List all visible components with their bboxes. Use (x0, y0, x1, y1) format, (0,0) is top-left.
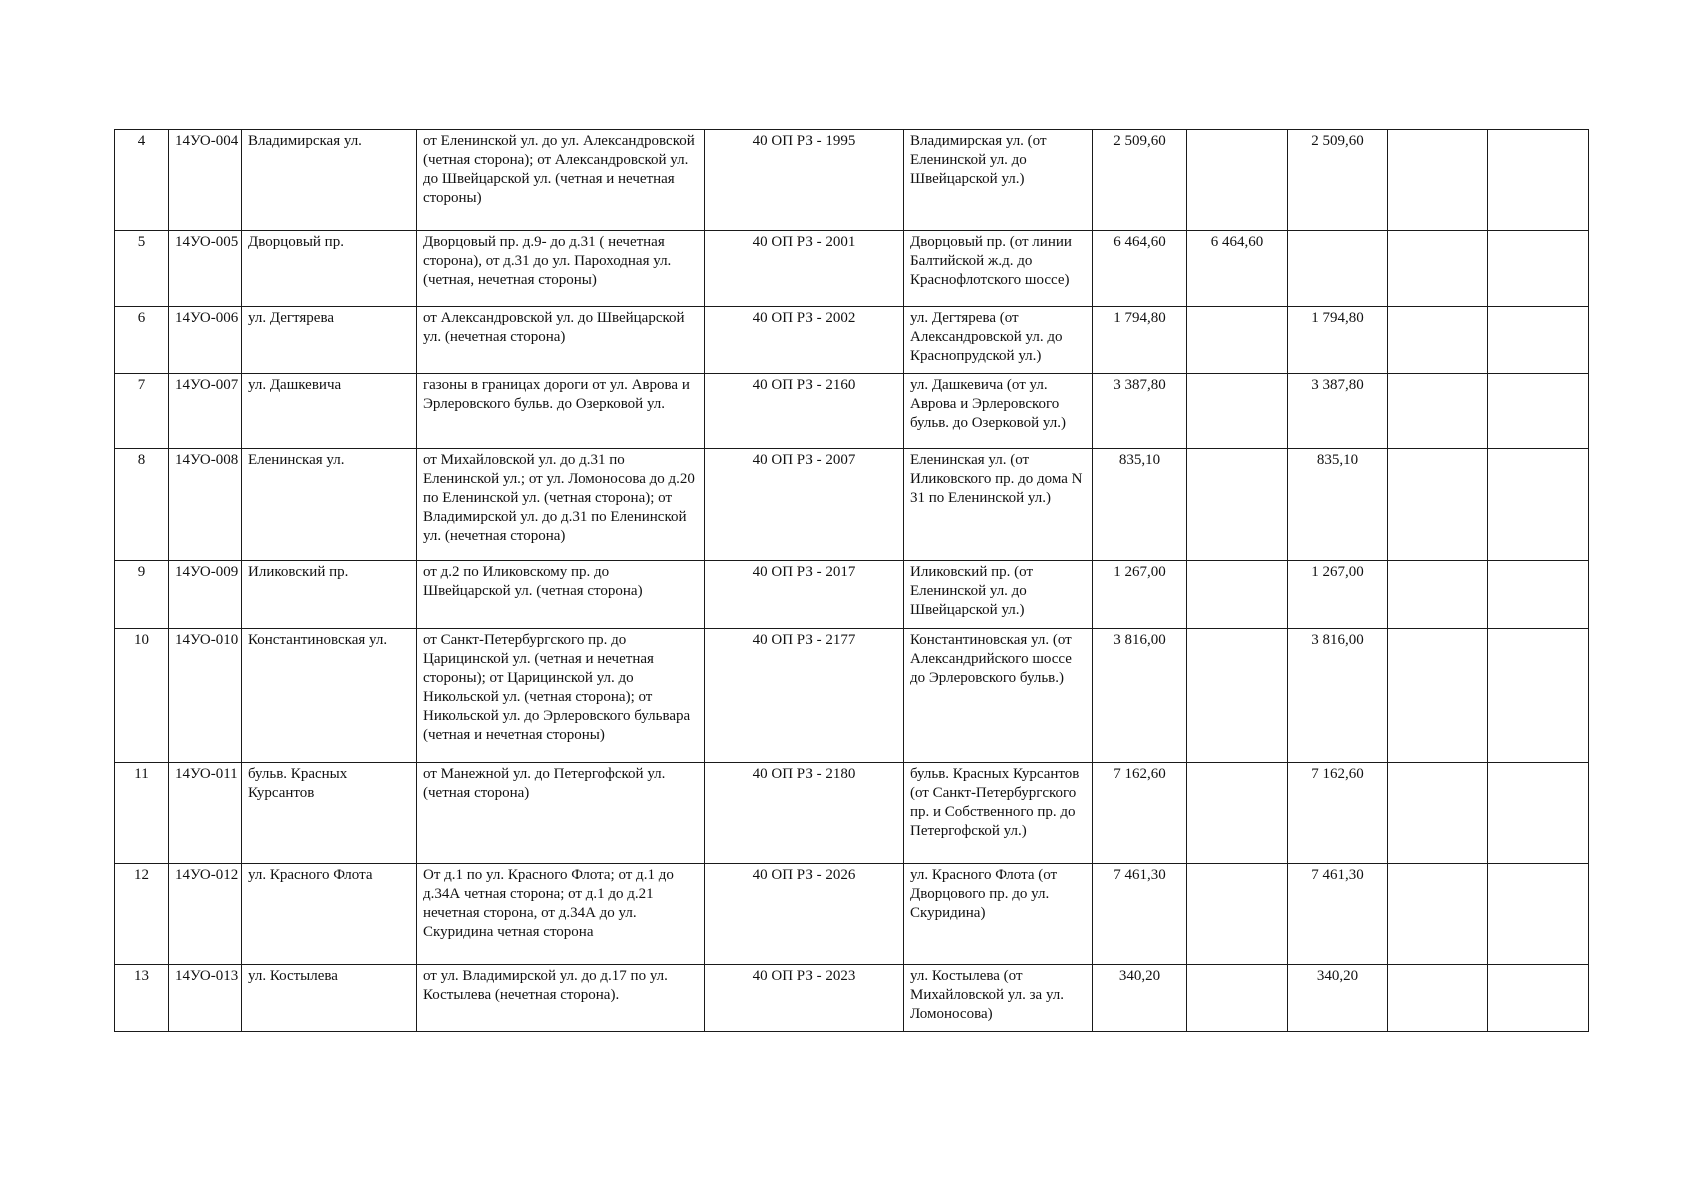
table-row (115, 864, 1589, 965)
extra-column-2-cell (1488, 763, 1589, 864)
area-bounds-cell: от Александровской ул. до Швейцарской ул. (нечетная сторона) (417, 307, 705, 374)
area-part-1-cell (1187, 130, 1288, 231)
road-description-cell: ул. Дашкевича (от ул. Аврова и Эрлеровского бульв. до Озерковой ул.) (904, 374, 1093, 449)
area-total-cell: 2 509,60 (1093, 130, 1187, 231)
road-reference-cell: 40 ОП РЗ - 2180 (705, 763, 904, 864)
area-total-cell: 1 794,80 (1093, 307, 1187, 374)
area-part-2-cell: 7 461,30 (1288, 864, 1388, 965)
road-reference-cell: 40 ОП РЗ - 1995 (705, 130, 904, 231)
road-reference-cell: 40 ОП РЗ - 2002 (705, 307, 904, 374)
extra-column-2-cell (1488, 130, 1589, 231)
street-name-cell: Иликовский пр. (242, 561, 417, 629)
extra-column-2-cell (1488, 561, 1589, 629)
object-code-cell: 14УО-008 (169, 449, 242, 561)
road-reference-cell: 40 ОП РЗ - 2023 (705, 965, 904, 1032)
table-row (115, 763, 1589, 864)
row-number-cell: 7 (115, 374, 169, 449)
area-total-cell: 1 267,00 (1093, 561, 1187, 629)
road-reference-cell: 40 ОП РЗ - 2001 (705, 231, 904, 307)
street-name-cell: ул. Дашкевича (242, 374, 417, 449)
area-part-2-cell: 835,10 (1288, 449, 1388, 561)
object-code-cell: 14УО-010 (169, 629, 242, 763)
area-total-cell: 3 816,00 (1093, 629, 1187, 763)
area-total-cell: 7 461,30 (1093, 864, 1187, 965)
object-code-cell: 14УО-005 (169, 231, 242, 307)
extra-column-2-cell (1488, 629, 1589, 763)
area-part-1-cell (1187, 374, 1288, 449)
extra-column-1-cell (1388, 864, 1488, 965)
extra-column-1-cell (1388, 130, 1488, 231)
extra-column-2-cell (1488, 307, 1589, 374)
area-bounds-cell: от ул. Владимирской ул. до д.17 по ул. Костылева (нечетная сторона). (417, 965, 705, 1032)
row-number-cell: 11 (115, 763, 169, 864)
area-part-1-cell (1187, 763, 1288, 864)
table-row (115, 130, 1589, 231)
street-name-cell: Константиновская ул. (242, 629, 417, 763)
road-reference-cell: 40 ОП РЗ - 2017 (705, 561, 904, 629)
area-total-cell: 6 464,60 (1093, 231, 1187, 307)
area-bounds-cell: От д.1 по ул. Красного Флота; от д.1 до д.34А четная сторона; от д.1 до д.21 нечетная сторона, от д.34А до ул. Скуридина четная сторона (417, 864, 705, 965)
extra-column-1-cell (1388, 307, 1488, 374)
area-total-cell: 835,10 (1093, 449, 1187, 561)
area-part-2-cell: 3 816,00 (1288, 629, 1388, 763)
registry-table (114, 129, 1589, 1032)
extra-column-2-cell (1488, 374, 1589, 449)
object-code-cell: 14УО-013 (169, 965, 242, 1032)
extra-column-1-cell (1388, 561, 1488, 629)
extra-column-1-cell (1388, 965, 1488, 1032)
extra-column-1-cell (1388, 231, 1488, 307)
street-name-cell: ул. Костылева (242, 965, 417, 1032)
row-number-cell: 13 (115, 965, 169, 1032)
area-part-1-cell (1187, 864, 1288, 965)
table-row (115, 374, 1589, 449)
road-description-cell: Владимирская ул. (от Еленинской ул. до Швейцарской ул.) (904, 130, 1093, 231)
object-code-cell: 14УО-009 (169, 561, 242, 629)
row-number-cell: 12 (115, 864, 169, 965)
road-description-cell: ул. Костылева (от Михайловской ул. за ул. Ломоносова) (904, 965, 1093, 1032)
table-row (115, 449, 1589, 561)
row-number-cell: 9 (115, 561, 169, 629)
area-part-1-cell: 6 464,60 (1187, 231, 1288, 307)
area-bounds-cell: от Манежной ул. до Петергофской ул. (четная сторона) (417, 763, 705, 864)
table-row (115, 231, 1589, 307)
row-number-cell: 4 (115, 130, 169, 231)
street-name-cell: ул. Дегтярева (242, 307, 417, 374)
row-number-cell: 6 (115, 307, 169, 374)
street-name-cell: Еленинская ул. (242, 449, 417, 561)
table-row (115, 561, 1589, 629)
object-code-cell: 14УО-012 (169, 864, 242, 965)
area-part-1-cell (1187, 307, 1288, 374)
road-reference-cell: 40 ОП РЗ - 2007 (705, 449, 904, 561)
area-total-cell: 340,20 (1093, 965, 1187, 1032)
extra-column-1-cell (1388, 449, 1488, 561)
road-reference-cell: 40 ОП РЗ - 2026 (705, 864, 904, 965)
row-number-cell: 5 (115, 231, 169, 307)
area-total-cell: 3 387,80 (1093, 374, 1187, 449)
extra-column-2-cell (1488, 965, 1589, 1032)
row-number-cell: 10 (115, 629, 169, 763)
road-reference-cell: 40 ОП РЗ - 2160 (705, 374, 904, 449)
area-bounds-cell: от Михайловской ул. до д.31 по Еленинской ул.; от ул. Ломоносова до д.20 по Еленинской ул. (четная сторона); от Владимирской ул. до д.31 по Еленинской ул. (нечетная сторона) (417, 449, 705, 561)
area-part-2-cell: 1 267,00 (1288, 561, 1388, 629)
road-reference-cell: 40 ОП РЗ - 2177 (705, 629, 904, 763)
table-row (115, 629, 1589, 763)
street-name-cell: ул. Красного Флота (242, 864, 417, 965)
area-part-2-cell: 3 387,80 (1288, 374, 1388, 449)
road-description-cell: ул. Дегтярева (от Александровской ул. до Краснопрудской ул.) (904, 307, 1093, 374)
area-part-1-cell (1187, 449, 1288, 561)
extra-column-1-cell (1388, 629, 1488, 763)
street-name-cell: Дворцовый пр. (242, 231, 417, 307)
extra-column-2-cell (1488, 449, 1589, 561)
area-total-cell: 7 162,60 (1093, 763, 1187, 864)
area-part-2-cell: 1 794,80 (1288, 307, 1388, 374)
area-bounds-cell: от Еленинской ул. до ул. Александровской (четная сторона); от Александровской ул. до Швейцарской ул. (четная и нечетная стороны) (417, 130, 705, 231)
extra-column-1-cell (1388, 374, 1488, 449)
area-bounds-cell: газоны в границах дороги от ул. Аврова и Эрлеровского бульв. до Озерковой ул. (417, 374, 705, 449)
area-part-1-cell (1187, 965, 1288, 1032)
registry-table-body (115, 130, 1589, 1032)
object-code-cell: 14УО-011 (169, 763, 242, 864)
street-name-cell: бульв. Красных Курсантов (242, 763, 417, 864)
road-description-cell: Иликовский пр. (от Еленинской ул. до Швейцарской ул.) (904, 561, 1093, 629)
road-description-cell: Еленинская ул. (от Иликовского пр. до дома N 31 по Еленинской ул.) (904, 449, 1093, 561)
area-bounds-cell: от Санкт-Петербургского пр. до Царицинской ул. (четная и нечетная стороны); от Царицинской ул. до Никольской ул. (четная сторона); от Никольской ул. до Эрлеровского бульвара (четная и нечетная стороны) (417, 629, 705, 763)
table-row (115, 965, 1589, 1032)
road-description-cell: Константиновская ул. (от Александрийского шоссе до Эрлеровского бульв.) (904, 629, 1093, 763)
area-part-2-cell: 7 162,60 (1288, 763, 1388, 864)
area-bounds-cell: от д.2 по Иликовскому пр. до Швейцарской ул. (четная сторона) (417, 561, 705, 629)
extra-column-2-cell (1488, 231, 1589, 307)
object-code-cell: 14УО-006 (169, 307, 242, 374)
road-description-cell: Дворцовый пр. (от линии Балтийской ж.д. до Краснофлотского шоссе) (904, 231, 1093, 307)
area-part-2-cell: 2 509,60 (1288, 130, 1388, 231)
object-code-cell: 14УО-004 (169, 130, 242, 231)
area-part-1-cell (1187, 629, 1288, 763)
extra-column-2-cell (1488, 864, 1589, 965)
area-part-2-cell (1288, 231, 1388, 307)
street-name-cell: Владимирская ул. (242, 130, 417, 231)
road-description-cell: ул. Красного Флота (от Дворцового пр. до ул. Скуридина) (904, 864, 1093, 965)
extra-column-1-cell (1388, 763, 1488, 864)
object-code-cell: 14УО-007 (169, 374, 242, 449)
road-description-cell: бульв. Красных Курсантов (от Санкт-Петербургского пр. и Собственного пр. до Петергофской ул.) (904, 763, 1093, 864)
area-part-2-cell: 340,20 (1288, 965, 1388, 1032)
area-bounds-cell: Дворцовый пр. д.9- до д.31 ( нечетная сторона), от д.31 до ул. Пароходная ул. (четная, нечетная стороны) (417, 231, 705, 307)
row-number-cell: 8 (115, 449, 169, 561)
area-part-1-cell (1187, 561, 1288, 629)
table-row (115, 307, 1589, 374)
